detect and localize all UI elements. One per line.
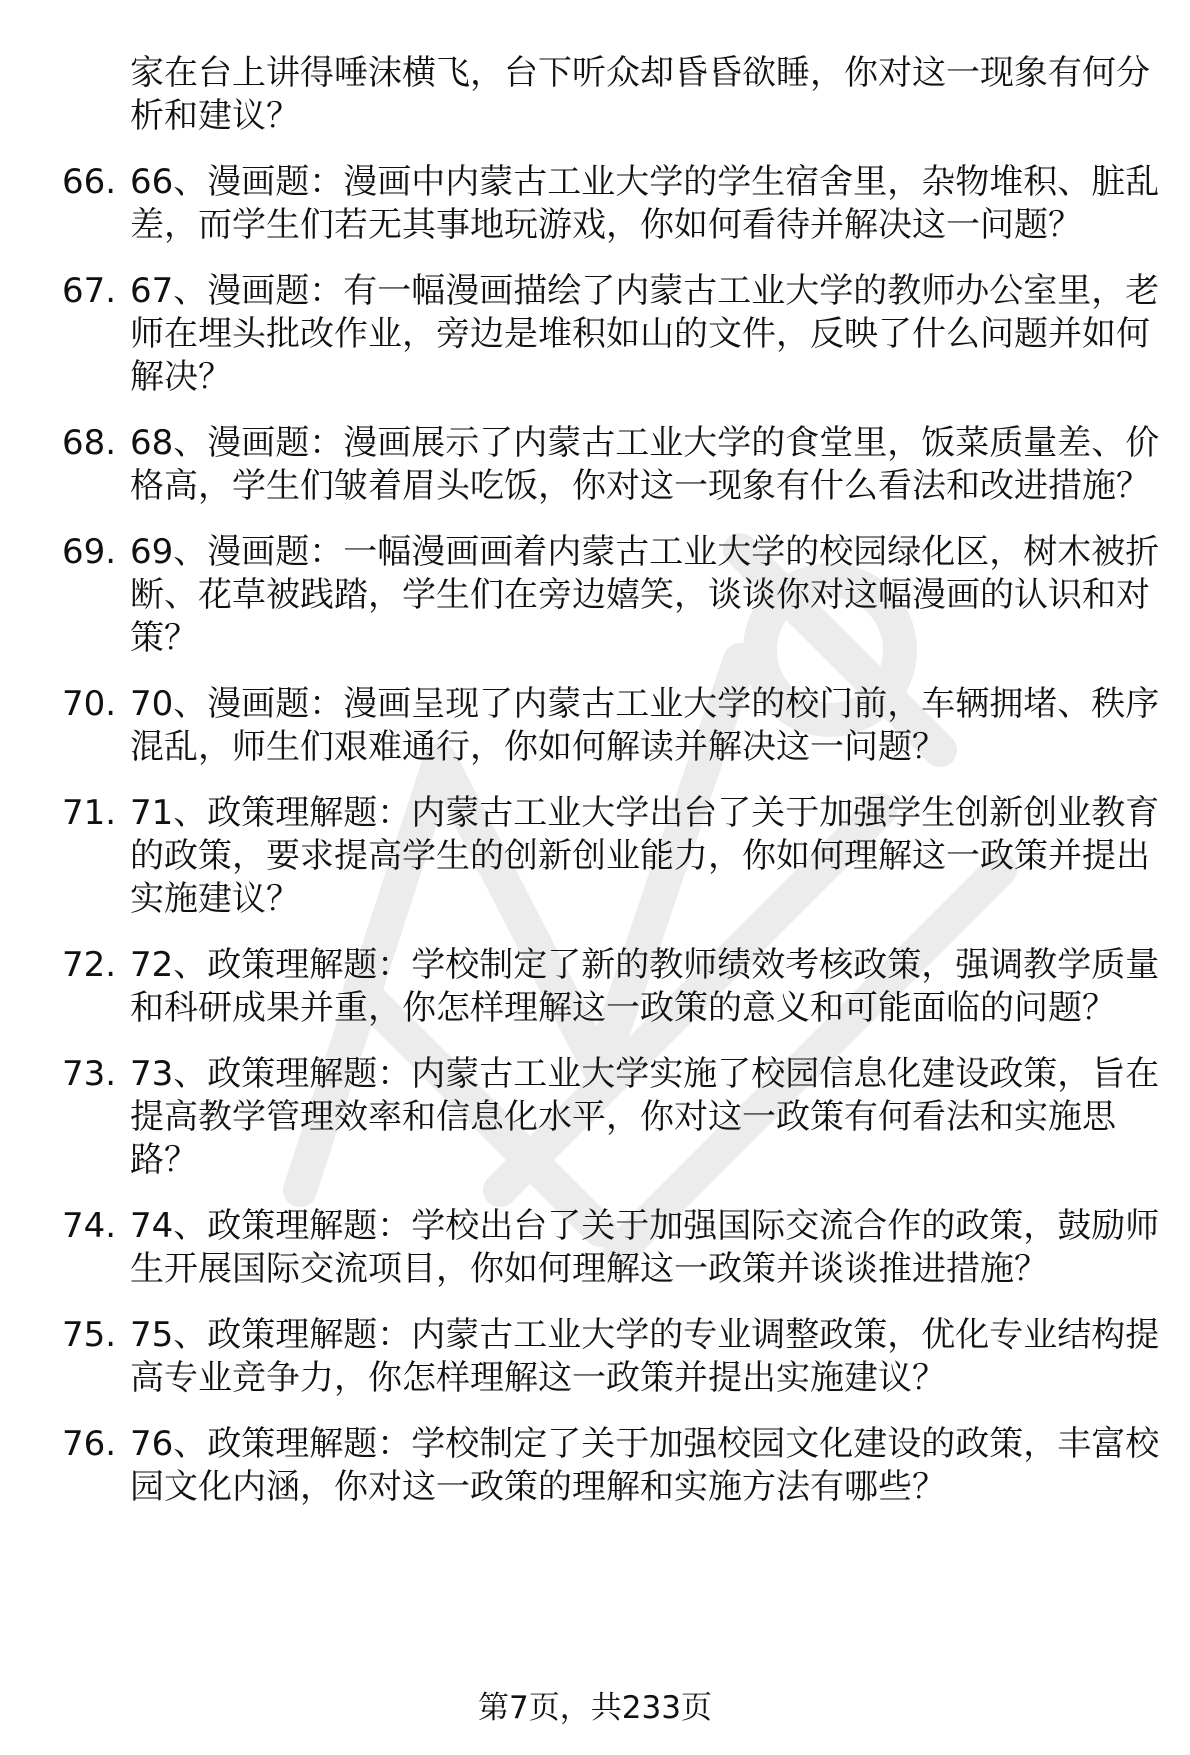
continued-question-text: 家在台上讲得唾沫横飞，台下听众却昏昏欲睡，你对这一现象有何分析和建议？ — [130, 53, 1150, 136]
question-number: 74. — [62, 1206, 117, 1246]
question-text: 74、政策理解题：学校出台了关于加强国际交流合作的政策，鼓励师生开展国际交流项目，你如何理解这一政策并谈谈推进措施？ — [130, 1206, 1160, 1289]
question-text: 75、政策理解题：内蒙古工业大学的专业调整政策，优化专业结构提高专业竞争力，你怎样理解这一政策并提出实施建议？ — [130, 1315, 1160, 1398]
question-text: 69、漫画题：一幅漫画画着内蒙古工业大学的校园绿化区，树木被折断、花草被践踏，学生们在旁边嬉笑，谈谈你对这幅漫画的认识和对策？ — [130, 532, 1160, 658]
question-item — [62, 1314, 1162, 1400]
question-number: 75. — [62, 1315, 117, 1355]
question-number: 66. — [62, 162, 117, 202]
question-text: 76、政策理解题：学校制定了关于加强校园文化建设的政策，丰富校园文化内涵，你对这一政策的理解和实施方法有哪些？ — [130, 1424, 1160, 1507]
question-number: 71. — [62, 793, 117, 833]
question-text: 73、政策理解题：内蒙古工业大学实施了校园信息化建设政策，旨在提高教学管理效率和信息化水平，你对这一政策有何看法和实施思路？ — [130, 1054, 1160, 1180]
question-item — [62, 422, 1162, 508]
question-item — [62, 531, 1162, 660]
question-item — [62, 792, 1162, 921]
question-item — [62, 683, 1162, 769]
question-text: 71、政策理解题：内蒙古工业大学出台了关于加强学生创新创业教育的政策，要求提高学生的创新创业能力，你如何理解这一政策并提出实施建议？ — [130, 793, 1160, 919]
question-number: 70. — [62, 684, 117, 724]
question-item — [62, 944, 1162, 1030]
question-text: 68、漫画题：漫画展示了内蒙古工业大学的食堂里，饭菜质量差、价格高，学生们皱着眉头吃饭，你对这一现象有什么看法和改进措施？ — [130, 423, 1160, 506]
question-item — [62, 1205, 1162, 1291]
question-number: 69. — [62, 532, 117, 572]
question-item — [62, 1423, 1162, 1509]
question-item — [62, 161, 1162, 247]
question-list — [62, 52, 1162, 1509]
page-footer: 第7页，共233页 — [478, 1690, 712, 1726]
question-text: 72、政策理解题：学校制定了新的教师绩效考核政策，强调教学质量和科研成果并重，你怎样理解这一政策的意义和可能面临的问题？ — [130, 945, 1160, 1028]
question-text: 67、漫画题：有一幅漫画描绘了内蒙古工业大学的教师办公室里，老师在埋头批改作业，旁边是堆积如山的文件，反映了什么问题并如何解决？ — [130, 271, 1160, 397]
question-text: 70、漫画题：漫画呈现了内蒙古工业大学的校门前，车辆拥堵、秩序混乱，师生们艰难通行，你如何解读并解决这一问题？ — [130, 684, 1160, 767]
question-number: 72. — [62, 945, 117, 985]
question-item — [62, 270, 1162, 399]
question-text: 66、漫画题：漫画中内蒙古工业大学的学生宿舍里，杂物堆积、脏乱差，而学生们若无其事地玩游戏，你如何看待并解决这一问题？ — [130, 162, 1160, 245]
question-number: 73. — [62, 1054, 117, 1094]
question-number: 68. — [62, 423, 117, 463]
question-item — [62, 1053, 1162, 1182]
question-number: 67. — [62, 271, 117, 311]
question-number: 76. — [62, 1424, 117, 1464]
